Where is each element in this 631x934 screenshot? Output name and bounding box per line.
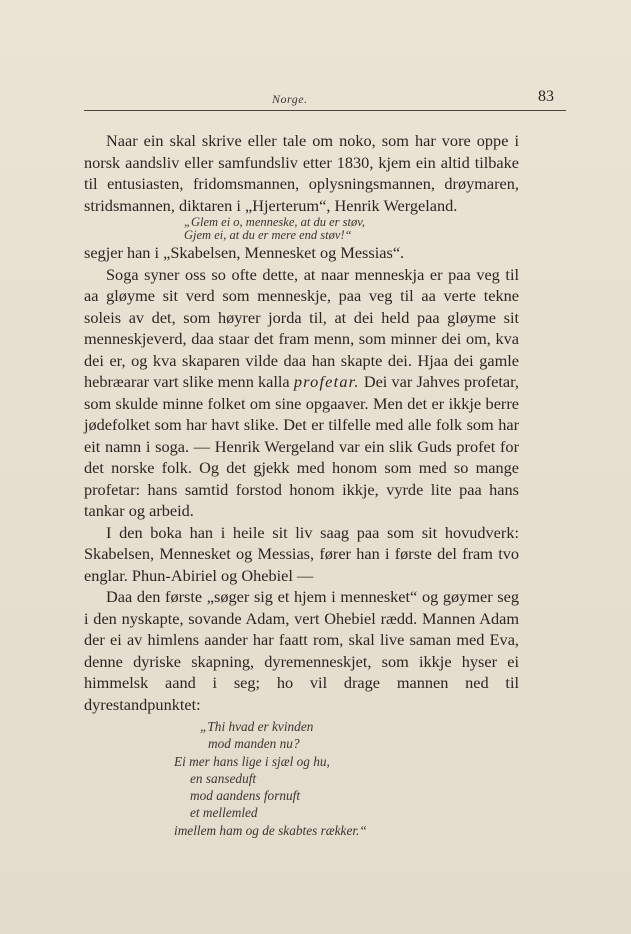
poem-line: Ei mer hans lige i sjæl og hu, <box>174 753 330 769</box>
poem-quote <box>174 718 519 839</box>
quote-line: „Glem ei o, menneske, at du er støv, <box>184 215 365 229</box>
poem-line: imellem ham og de skabtes rækker.“ <box>174 822 367 838</box>
poem-line: mod manden nu? <box>208 736 300 752</box>
poem-line: mod aandens fornuft <box>190 788 301 804</box>
poem-line: „Thi hvad er kvinden <box>200 719 314 734</box>
poem-line: en sanseduft <box>190 770 257 786</box>
quote-glem-ei <box>184 216 519 242</box>
poem-line: et mellemled <box>190 805 258 821</box>
page-header <box>64 88 554 114</box>
quote-line: Gjem ei, at du er mere end støv!“ <box>184 228 352 242</box>
running-title: Norge. <box>272 92 308 106</box>
page-number: 83 <box>538 88 554 105</box>
emphasis-profetar: profetar. <box>293 372 360 391</box>
paragraph-hovudverk: I den boka han i heile sit liv saag paa som sit hovudverk: Skabelsen, Mennesket og Messias, fører han i første del fram tvo englar. Phun-Abiriel og Ohebiel — <box>84 522 519 585</box>
paragraph-intro: Naar ein skal skrive eller tale om noko, som har vore oppe i norsk aandsliv eller samfundsliv etter 1830, kjem ein altid tilbake til entusiasten, fridomsmannen, oplysningsmannen, drøymaren, stridsmannen, diktaren i „Hjerterum“, Henrik Wergeland. <box>84 131 519 215</box>
paragraph-daa: Daa den første „søger sig et hjem i mennesket“ og gøymer seg i den nyskapte, sovande Adam, vert Ohebiel rædd. Mannen Adam der ei av himlens aander har faatt rom, skal live saman med Eva, denne dyriske skapning, dyremenneskjet, som ikkje hyser ei himmelsk aand i seg; ho vil drage mannen ned til dyrestandpunktet: <box>84 587 519 714</box>
paragraph-segjer: segjer han i „Skabelsen, Mennesket og Messias“. <box>84 243 405 262</box>
paragraph-soga: Soga syner oss so ofte dette, at naar menneskja er paa veg til aa gløyme sit verd som menneskje, paa veg til aa verte tekne soleis av det, som høyrer jorda til, at dei held paa gløyme sit menneskjeverd, daa staar det fram menn, som minner dei om, kva dei er, og kva skaparen vilde daa han skapte dei. Hjaa dei gamle hebræarar vart slike menn kalla profetar. Dei var Jahves profetar, som skulde minne folket om sine opgaaver. Men det er ikkje berre jødefolket som har havt slike. Det er tilfelle med alle folk som har eit namn i soga. — Henrik Wergeland var ein slik Guds profet for det norske folk. Og det gjekk med honom som med so mange profetar: hans samtid forstod honom ikkje, vyrde lite paa hans tankar og arbeid. <box>84 264 519 520</box>
header-rule <box>84 110 566 111</box>
body-text <box>84 130 519 839</box>
